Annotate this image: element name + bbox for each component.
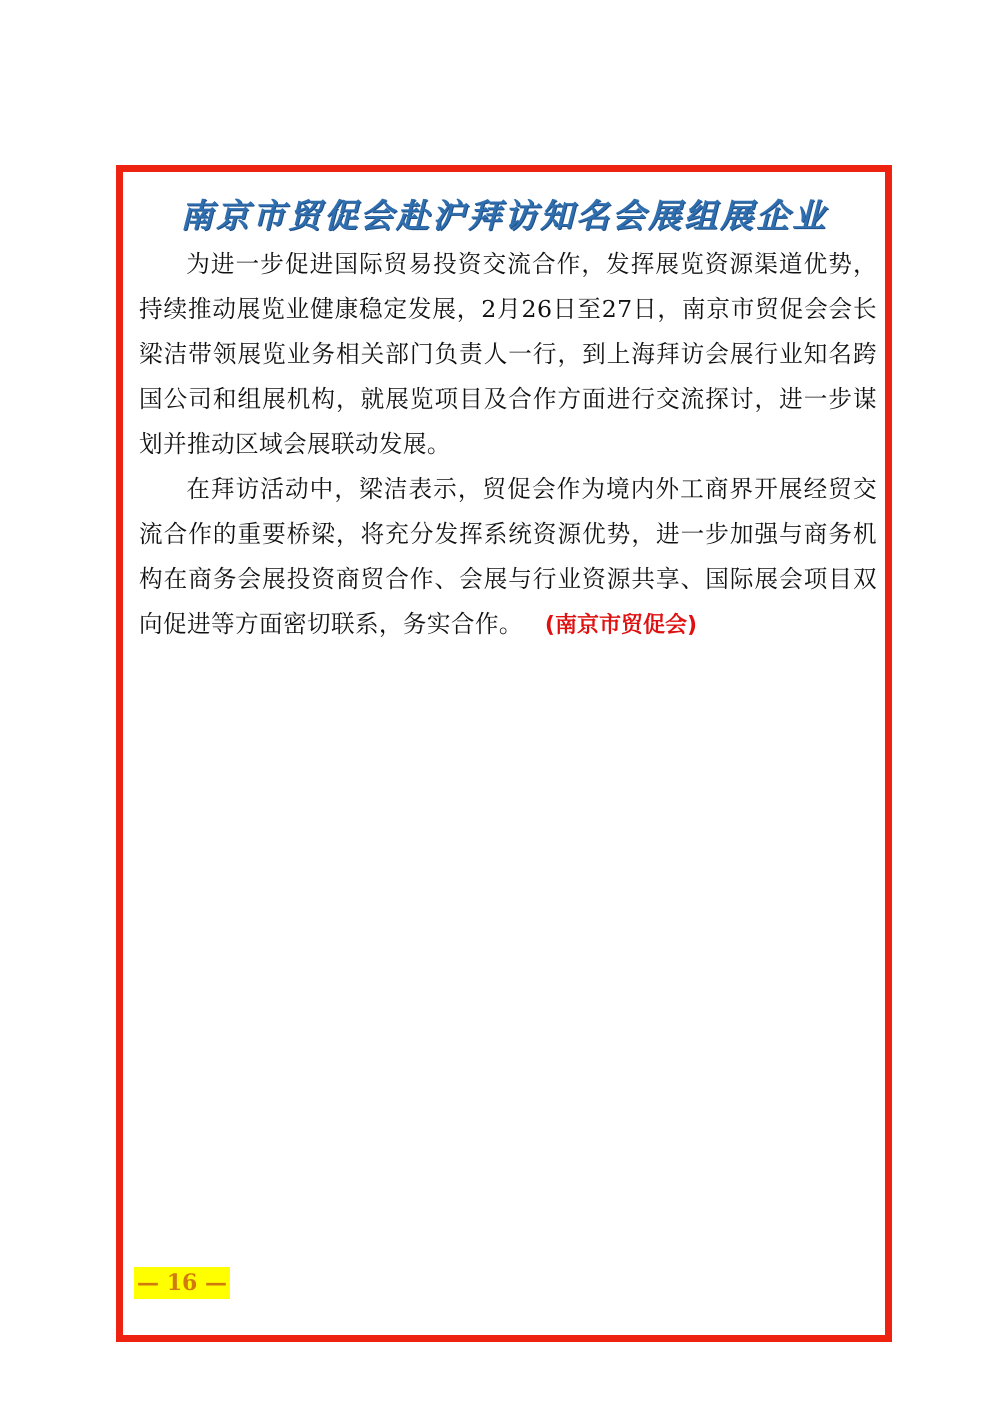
article-body — [139, 242, 877, 648]
paragraph-2-text: 在拜访活动中，梁洁表示，贸促会作为境内外工商界开展经贸交流合作的重要桥梁，将充分发挥系统资源优势，进一步加强与商务机构在商务会展投资商贸合作、会展与行业资源共享、国际展会项目双向促进等方面密切联系，务实合作。 — [139, 475, 877, 638]
article-source: (南京市贸促会) — [544, 613, 698, 638]
page-number: — 16 — — [134, 1267, 230, 1299]
paragraph-1: 为进一步促进国际贸易投资交流合作，发挥展览资源渠道优势，持续推动展览业健康稳定发展，2月26日至27日，南京市贸促会会长梁洁带领展览业务相关部门负责人一行，到上海拜访会展行业知名跨国公司和组展机构，就展览项目及合作方面进行交流探讨，进一步谋划并推动区域会展联动发展。 — [139, 250, 877, 458]
article-title: 南京市贸促会赴沪拜访知名会展组展企业 — [180, 196, 828, 235]
page-border-frame — [116, 165, 892, 1342]
paragraph-2 — [139, 467, 877, 648]
